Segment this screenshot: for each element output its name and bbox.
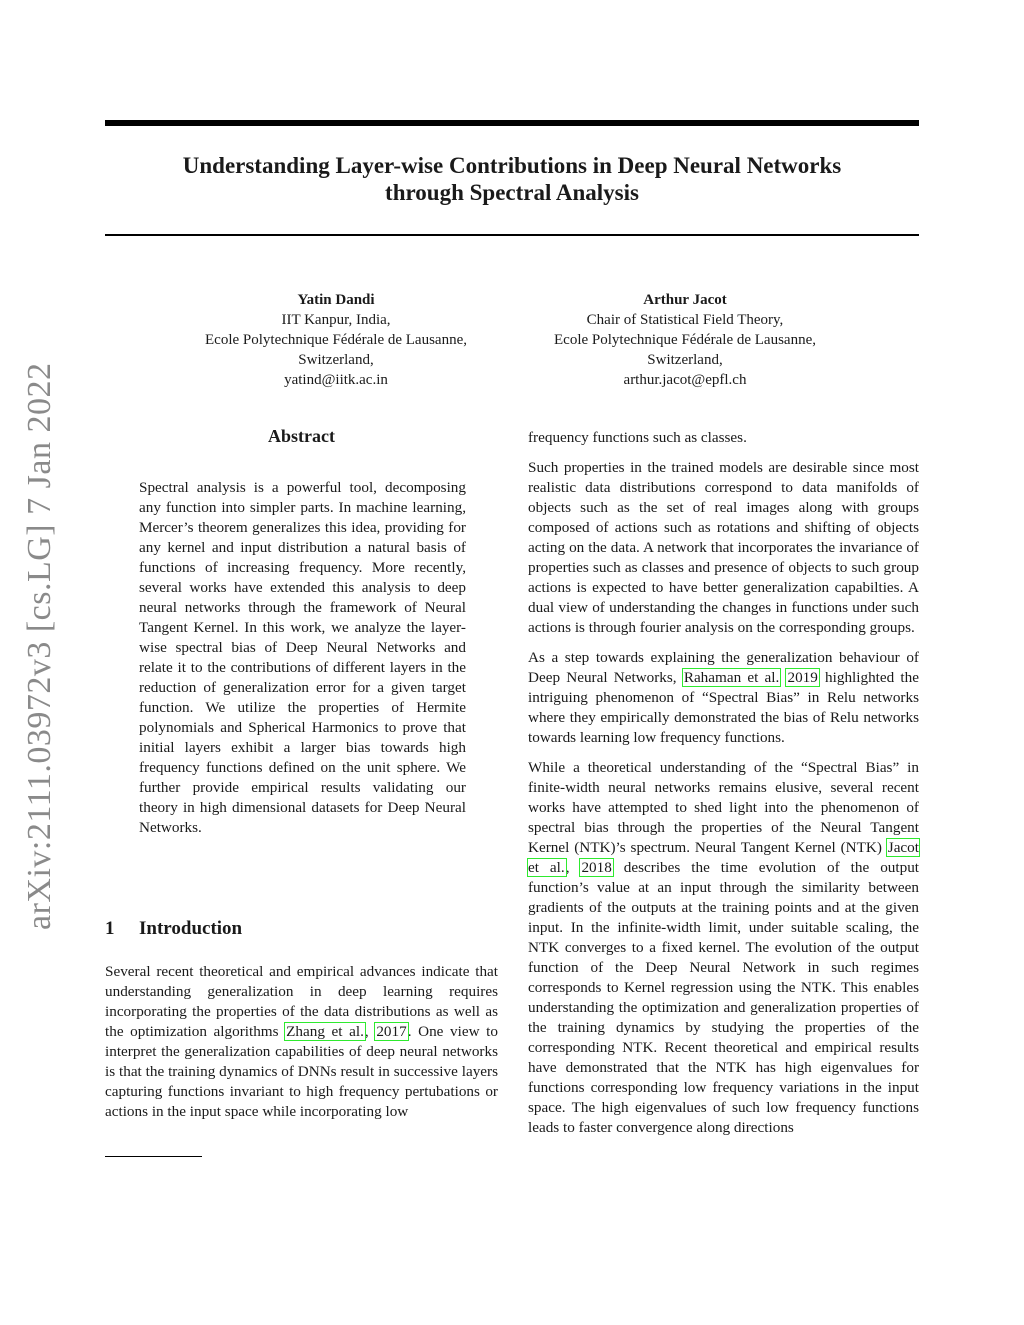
paragraph-text: While a theoretical understanding of the “Spectral Bias” in finite-width neural networks remains elusive, several recent works have attempted to shed light into the phenomenon of spectral bias through the properties of the Neural Tangent Kernel (NTK)’s spectrum. Neural Tangent Kernel (NTK) [528,759,919,856]
section-title: Introduction [139,918,243,939]
paragraph: frequency functions such as classes. [528,429,747,446]
title-top-rule [105,120,919,126]
paragraph [528,758,919,1138]
title-bottom-rule [105,234,919,236]
author-block-1 [166,290,506,390]
citation-link[interactable]: 2018 [581,859,612,876]
abstract-heading: Abstract [268,426,335,446]
right-column [528,428,919,1148]
title-line-2: through Spectral Analysis [385,180,639,205]
citation-link[interactable]: 2017 [376,1023,407,1040]
author-email[interactable]: yatind@iitk.ac.in [284,372,388,388]
intro-text: Several recent theoretical and empirical advances indicate that understanding generalization in deep learning requires incorporating the properties of the data distributions as well as the optimization algorithms [105,963,498,1040]
paragraph: Such properties in the trained models are desirable since most realistic data distributions correspond to data manifolds of objects such as the set of real images along with groups composed of actions such as rotations and shifting of objects acting on the data. A network that incorporates the invariance of properties such as classes and presence of objects to such group actions is expected to have better generalization capabilties. A dual view of understanding the changes in functions under such actions is through fourier analysis on the corresponding groups. [528,459,919,636]
citation-link[interactable]: Zhang et al. [286,1023,364,1040]
title-line-1: Understanding Layer-wise Contributions in Deep Neural Networks [182,153,842,178]
citation-separator: , [364,1023,376,1040]
paragraph [528,648,919,748]
paper-title [105,152,919,206]
section-number: 1 [105,918,115,939]
author-affiliation: Chair of Statistical Field Theory, [586,312,784,328]
author-affiliation: IIT Kanpur, India, [281,312,391,328]
author-affiliation: Switzerland, [298,352,374,368]
author-name: Yatin Dandi [297,292,375,308]
arxiv-identifier-stamp: arXiv:2111.03972v3 [cs.LG] 7 Jan 2022 [21,362,58,930]
citation-link[interactable]: Jacot et al. [528,839,919,876]
author-block-2 [515,290,855,390]
intro-text: . One view to interpret the generalization capabilities of deep neural networks is that the training dynamics of DNNs result in successive layers capturing functions invariant to high frequency pertubations or actions in the input space while incorporating low [105,1023,498,1120]
author-name: Arthur Jacot [643,292,727,308]
citation-link[interactable]: 2019 [787,669,818,686]
author-affiliation: Switzerland, [647,352,723,368]
author-email[interactable]: arthur.jacot@epfl.ch [623,372,747,388]
paragraph-text: highlighted the intriguing phenomenon of “Spectral Bias” in Relu networks where they empirically demonstrated the bias of Relu networks towards learning low frequency functions. [528,669,919,746]
introduction-paragraph [105,962,498,1122]
paragraph-text: describes the time evolution of the output function’s value at an input through the similarity between gradients of the outputs at the training points and at the given input. In the infinite-width limit, under suitable scaling, the NTK converges to a fixed kernel. The evolution of the output function of the Deep Neural Network in such regimes corresponds to Kernel regression using the NTK. This enables understanding the optimization and generalization properties of the training dynamics by studying the properties of the corresponding NTK. Recent theoretical and empirical results have demonstrated that the NTK has high eigenvalues for functions corresponding low frequency variations in the input space. The high eigenvalues of such low frequency functions leads to faster convergence along directions [528,859,920,1136]
author-affiliation: Ecole Polytechnique Fédérale de Lausanne, [554,332,816,348]
section-heading-introduction [105,918,242,940]
citation-link[interactable]: Rahaman et al. [683,669,780,686]
paragraph-text: As a step towards explaining the generalization behaviour of Deep Neural Networks, [528,649,919,686]
abstract-text: Spectral analysis is a powerful tool, decomposing any function into simpler parts. In machine learning, Mercer’s theorem generalizes this idea, providing for any kernel and input distribution a natural basis of functions of increasing frequency. More recently, several works have extended this analysis to deep neural networks through the framework of Neural Tangent Kernel. In this work, we analyze the layer-wise spectral bias of Deep Neural Networks and relate it to the contributions of different layers in the reduction of generalization error for a given target function. We utilize the properties of Hermite polynomials and Spherical Harmonics to prove that initial layers exhibit a larger bias towards high frequency functions defined on the unit sphere. We further provide empirical results validating our theory in high dimensional datasets for Deep Neural Networks. [139,479,466,836]
citation-separator: , [565,859,581,876]
author-affiliation: Ecole Polytechnique Fédérale de Lausanne, [205,332,467,348]
footnote-rule [105,1156,202,1157]
